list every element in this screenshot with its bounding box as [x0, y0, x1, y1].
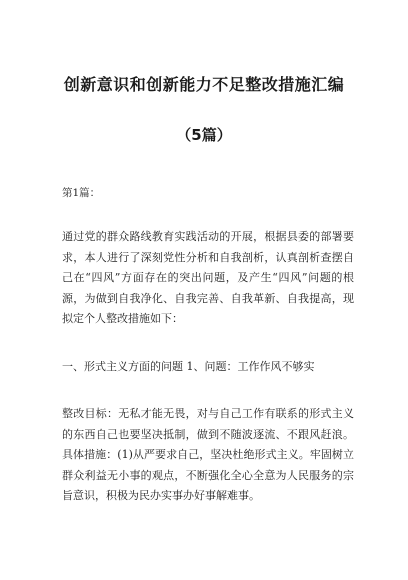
paragraph-intro: 通过党的群众路线教育实践活动的开展，根据县委的部署要求，本人进行了深刻党性分析和自我剖析，认真剖析查摆自己在“四风”方面存在的突出问题，及产生“四风”问题的根源，为做到自我净化、自我完善、自我革新、自我提高，现拟定个人整改措施如下：	[62, 230, 354, 325]
paragraph-measures: 整改目标：无私才能无畏，对与自己工作有联系的形式主义的东西自己也要坚决抵制，做到不随波逐流、不跟风赶浪。具体措施：(1)从严要求自己，坚决杜绝形式主义。牢固树立群众利益无小事的观点，不断强化全心全意为人民服务的宗旨意识，积极为民办实事办好事解难事。	[62, 407, 354, 502]
document-title: 创新意识和创新能力不足整改措施汇编	[63, 75, 345, 94]
section-heading: 一、形式主义方面的问题 1、问题：工作作风不够实	[62, 360, 315, 373]
part-label: 第1篇：	[62, 187, 101, 199]
document-subtitle: （5篇）	[176, 126, 232, 144]
